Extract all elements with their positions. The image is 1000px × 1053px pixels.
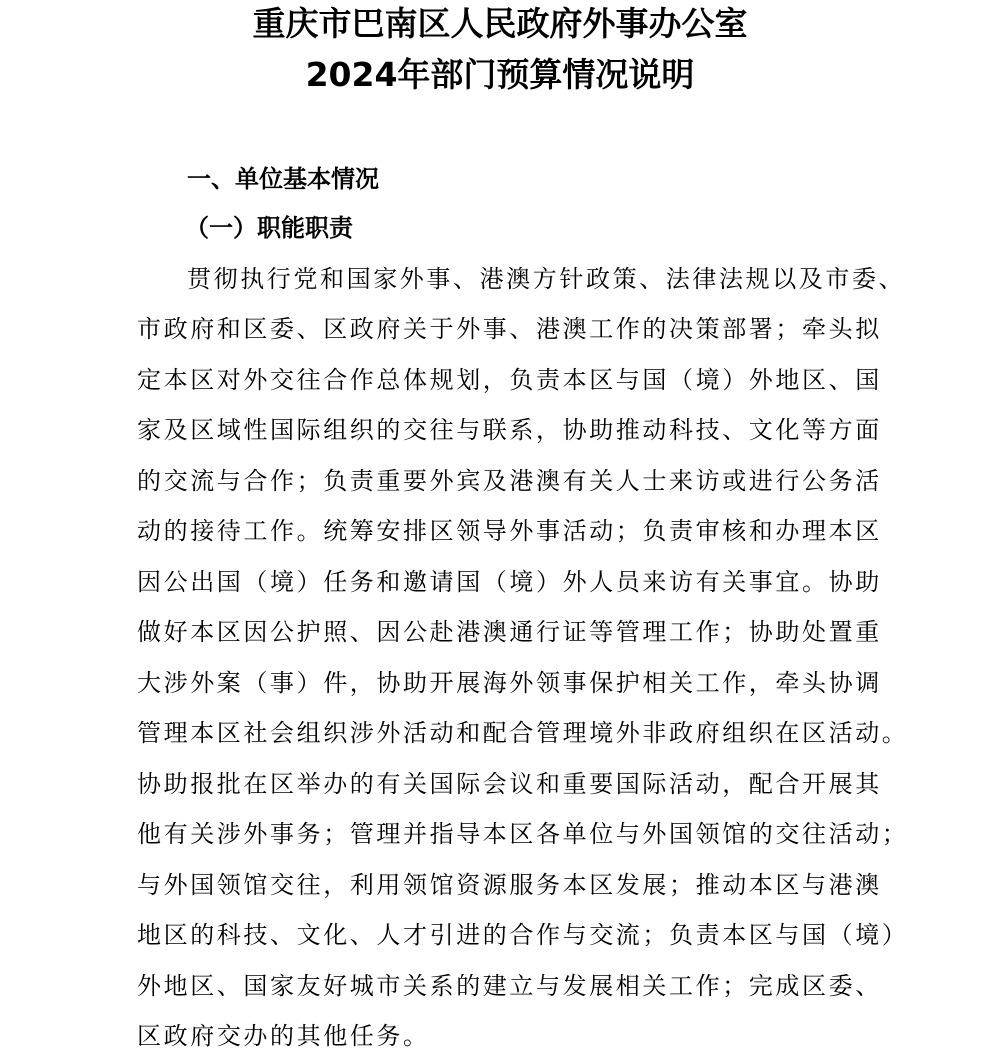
paragraph-line: 外地区、国家友好城市关系的建立与发展相关工作；完成区委、	[137, 972, 882, 1000]
paragraph-line: 管理本区社会组织涉外活动和配合管理境外非政府组织在区活动。	[137, 719, 909, 747]
paragraph-line: 的交流与合作；负责重要外宾及港澳有关人士来访或进行公务活	[137, 467, 882, 495]
paragraph-line: 做好本区因公护照、因公赴港澳通行证等管理工作；协助处置重	[137, 618, 882, 646]
paragraph-line: 协助报批在区举办的有关国际会议和重要国际活动，配合开展其	[137, 770, 882, 798]
paragraph-line: 地区的科技、文化、人才引进的合作与交流；负责本区与国（境）	[137, 921, 909, 949]
paragraph-line: 家及区域性国际组织的交往与联系，协助推动科技、文化等方面	[137, 416, 882, 444]
document-title-line-1: 重庆市巴南区人民政府外事办公室	[252, 4, 748, 43]
paragraph-line: 贯彻执行党和国家外事、港澳方针政策、法律法规以及市委、	[187, 265, 906, 293]
paragraph-line: 与外国领馆交往，利用领馆资源服务本区发展；推动本区与港澳	[137, 871, 882, 899]
paragraph-line: 他有关涉外事务；管理并指导本区各单位与外国领馆的交往活动；	[137, 820, 909, 848]
paragraph-line: 动的接待工作。统筹安排区领导外事活动；负责审核和办理本区	[137, 517, 882, 545]
section-heading: 一、单位基本情况	[187, 165, 379, 193]
paragraph-line: 大涉外案（事）件，协助开展海外领事保护相关工作，牵头协调	[137, 669, 882, 697]
subsection-heading: （一）职能职责	[185, 213, 353, 242]
document-title-line-2: 2024年部门预算情况说明	[305, 55, 695, 94]
paragraph-line: 区政府交办的其他任务。	[137, 1022, 430, 1050]
paragraph-line: 市政府和区委、区政府关于外事、港澳工作的决策部署；牵头拟	[137, 315, 882, 343]
paragraph-line: 定本区对外交往合作总体规划，负责本区与国（境）外地区、国	[137, 366, 882, 394]
paragraph-line: 因公出国（境）任务和邀请国（境）外人员来访有关事宜。协助	[137, 568, 882, 596]
